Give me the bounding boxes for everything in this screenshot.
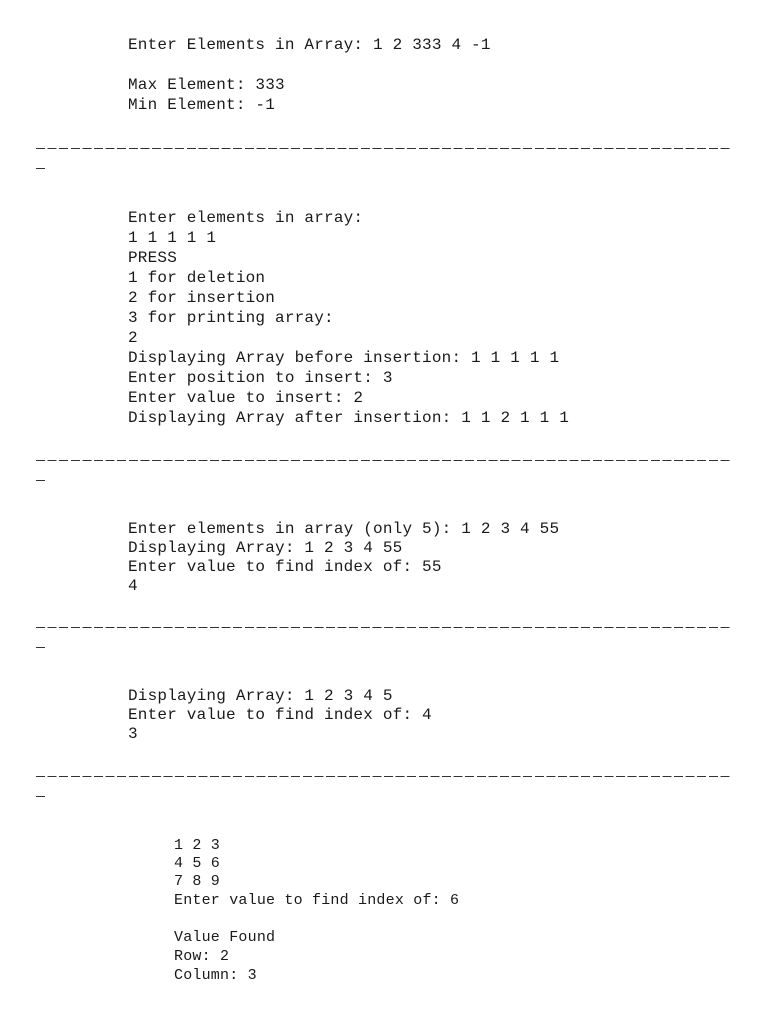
press-line: PRESS: [128, 249, 178, 267]
matrix-row-1: 1 2 3: [174, 837, 221, 854]
array-input-only5-line: Enter elements in array (only 5): 1 2 3 4 55: [128, 520, 560, 538]
separator-3-tail: [36, 647, 45, 648]
insert-position-line: Enter position to insert: 3: [128, 369, 393, 387]
value-found-line: Value Found: [174, 929, 276, 946]
display-array-line: Displaying Array: 1 2 3 4 55: [128, 539, 403, 557]
array-values-line: 1 1 1 1 1: [128, 229, 217, 247]
insert-value-line: Enter value to insert: 2: [128, 389, 364, 407]
array-prompt-line: Enter elements in array:: [128, 209, 364, 227]
matrix-row-3: 7 8 9: [174, 873, 221, 890]
column-result-line: Column: 3: [174, 967, 257, 984]
row-result-line: Row: 2: [174, 948, 230, 965]
separator-2-tail: [36, 480, 45, 481]
find-index-line: Enter value to find index of: 4: [128, 706, 432, 724]
before-insertion-line: Displaying Array before insertion: 1 1 1 1 1: [128, 349, 560, 367]
after-insertion-line: Displaying Array after insertion: 1 1 2 1 1 1: [128, 409, 570, 427]
matrix-row-2: 4 5 6: [174, 855, 221, 872]
option-insertion-line: 2 for insertion: [128, 289, 276, 307]
choice-line: 2: [128, 329, 138, 347]
display-array-line: Displaying Array: 1 2 3 4 5: [128, 687, 393, 705]
max-element-line: Max Element: 333: [128, 76, 285, 94]
find-index-line: Enter value to find index of: 55: [128, 558, 442, 576]
min-element-line: Min Element: -1: [128, 96, 276, 114]
array-input-line: Enter Elements in Array: 1 2 333 4 -1: [128, 36, 491, 54]
separator-1: [36, 148, 730, 149]
separator-2: [36, 460, 730, 461]
separator-3: [36, 627, 730, 628]
separator-4: [36, 776, 730, 777]
option-deletion-line: 1 for deletion: [128, 269, 266, 287]
index-result-line: 3: [128, 725, 138, 743]
find-index-line: Enter value to find index of: 6: [174, 892, 460, 909]
index-result-line: 4: [128, 577, 138, 595]
option-printing-line: 3 for printing array:: [128, 309, 334, 327]
separator-4-tail: [36, 796, 45, 797]
separator-1-tail: [36, 168, 45, 169]
